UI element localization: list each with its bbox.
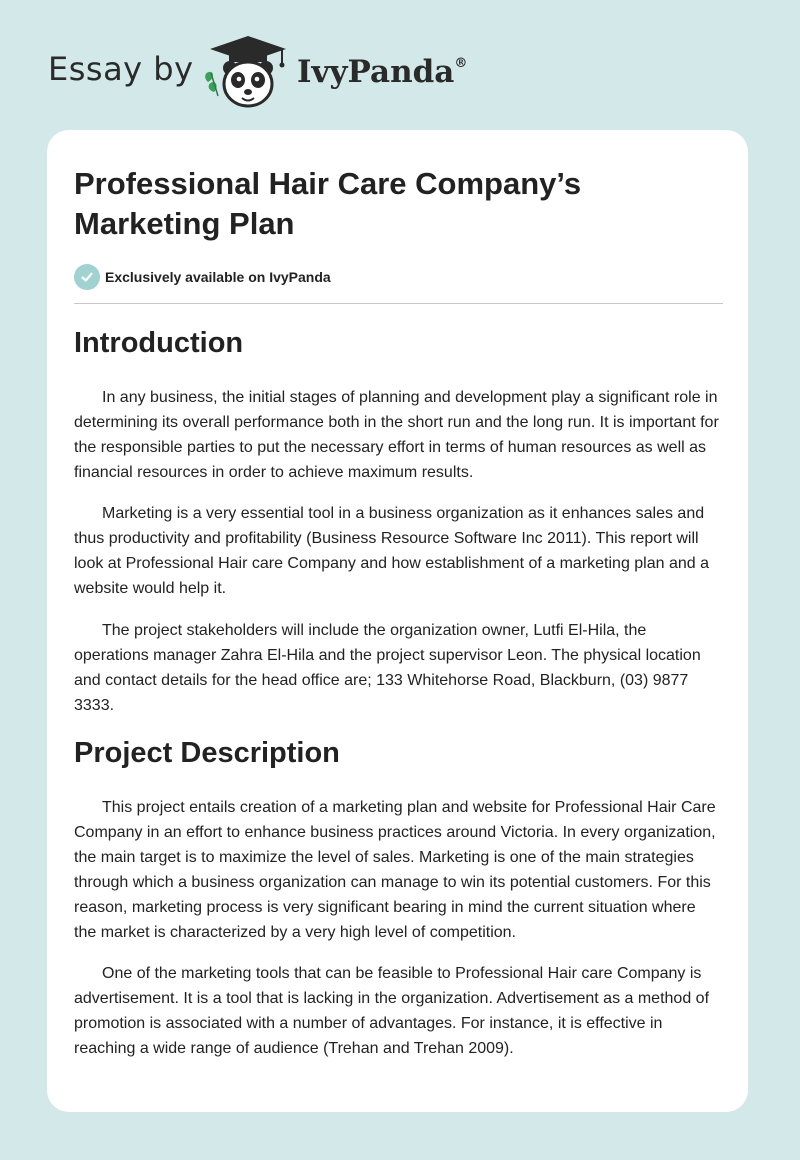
paragraph: In any business, the initial stages of planning and development play a significant role in determining its overall performance both in the short run and the long run. It is important for the responsible parties to put the necessary effort in terms of human resources as well as financial resources in order to achieve maximum results. (74, 389, 719, 481)
section-heading-introduction: Introduction (74, 327, 244, 359)
paragraph: This project entails creation of a marketing plan and website for Professional Hair Care Company in an effort to enhance business practices around Victoria. In every organization, the main target is to maximize the level of sales. Marketing is one of the main strategies through which a business organization can manage to win its potential customers. For this reason, marketing process is very significant bearing in mind the current situation where the market is characterized by a very high level of competition. (74, 799, 716, 941)
exclusive-badge (74, 264, 331, 290)
panda-logo-icon[interactable] (202, 34, 294, 110)
divider (74, 303, 723, 304)
section-heading-project-description: Project Description (74, 737, 340, 769)
paragraph: The project stakeholders will include the organization owner, Lutfi El-Hila, the operations manager Zahra El-Hila and the project supervisor Leon. The physical location and contact details for the head office are; 133 Whitehorse Road, Blackburn, (03) 9877 3333. (74, 622, 701, 714)
brand-name[interactable] (297, 54, 467, 90)
registered-mark: ® (454, 56, 468, 71)
exclusive-badge-label: Exclusively available on IvyPanda (105, 269, 331, 285)
site-header (0, 0, 800, 130)
brand-text: IvyPanda (297, 54, 455, 90)
essay-by-label: Essay by (48, 50, 194, 88)
article-card (47, 130, 748, 1112)
paragraph: Marketing is a very essential tool in a business organization as it enhances sales and thus productivity and profitability (Business Resource Software Inc 2011). This report will look at Professional Hair care Company and how establishment of a marketing plan and a website would help it. (74, 505, 710, 597)
paragraph: One of the marketing tools that can be feasible to Professional Hair care Company is advertisement. It is a tool that is lacking in the organization. Advertisement as a method of promotion is associated with a number of advantages. For instance, it is effective in reaching a wide range of audience (Trehan and Trehan 2009). (74, 965, 710, 1057)
checkmark-icon (74, 264, 100, 290)
ivy-leaf-icon (205, 72, 218, 96)
article-title: Professional Hair Care Company’s Marketing Plan (74, 166, 582, 241)
